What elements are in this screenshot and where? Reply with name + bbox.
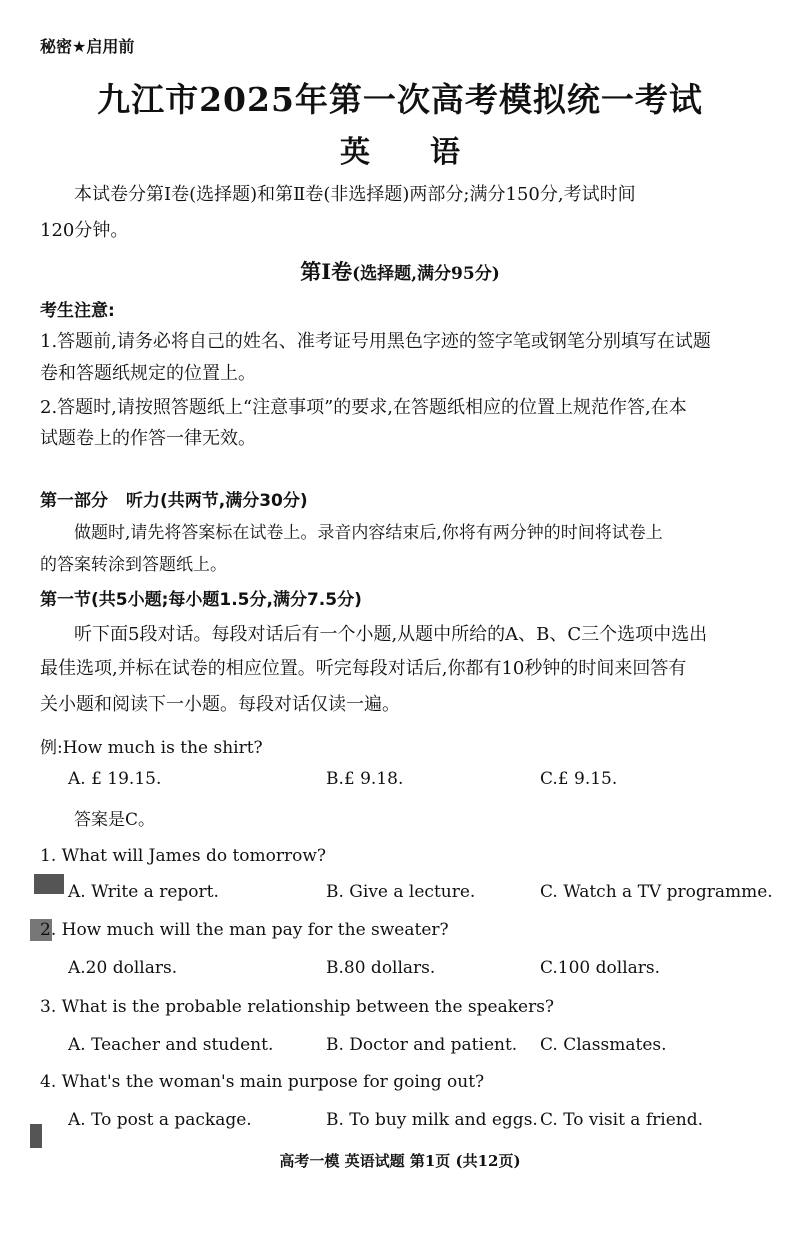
subject-title: 英语 [340, 135, 520, 170]
notice-item-2-line-2: 试题卷上的作答一律无效。 [40, 428, 256, 449]
volume-title: 第Ⅰ卷 [300, 259, 353, 284]
question-3-option-c: C. Classmates. [540, 1035, 667, 1055]
part1-instruction-line-2: 的答案转涂到答题纸上。 [40, 555, 227, 575]
notice-item-1-line-2: 卷和答题纸规定的位置上。 [40, 363, 256, 384]
example-option-a: A. £ 19.15. [68, 769, 162, 789]
question-2: 2. How much will the man pay for the sweater? [40, 920, 449, 940]
part1-heading [40, 486, 308, 511]
question-3-option-a: A. Teacher and student. [68, 1035, 274, 1055]
section1-heading: 第一节(共5小题;每小题1.5分,满分7.5分) [40, 590, 362, 610]
secret-label: 秘密★启用前 [40, 37, 135, 56]
scan-mark [30, 1124, 42, 1148]
intro-line-2: 120分钟。 [40, 220, 129, 241]
question-1-option-b: B. Give a lecture. [326, 882, 476, 902]
part1-subtitle: 听力(共两节,满分30分) [126, 491, 308, 511]
section1-instruction-line-3: 关小题和阅读下一小题。每段对话仅读一遍。 [40, 694, 400, 715]
question-1: 1. What will James do tomorrow? [40, 846, 327, 866]
part1-title: 第一部分 [40, 491, 108, 511]
question-2-option-a: A.20 dollars. [68, 958, 178, 978]
page-footer: 高考一模 英语试题 第1页 (共12页) [279, 1152, 521, 1170]
scan-mark [34, 874, 64, 894]
example-option-b: B.£ 9.18. [326, 769, 404, 789]
question-4-option-c: C. To visit a friend. [540, 1110, 703, 1130]
question-2-option-b: B.80 dollars. [326, 958, 436, 978]
section1-instruction-line-2: 最佳选项,并标在试卷的相应位置。听完每段对话后,你都有10秒钟的时间来回答有 [40, 658, 687, 679]
notice-item-2-line-1: 2.答题时,请按照答题纸上“注意事项”的要求,在答题纸相应的位置上规范作答,在本 [40, 397, 687, 418]
question-3-option-b: B. Doctor and patient. [326, 1035, 518, 1055]
volume-heading [0, 256, 800, 286]
question-1-option-a: A. Write a report. [68, 882, 219, 902]
question-3: 3. What is the probable relationship between the speakers? [40, 997, 555, 1017]
notice-item-1-line-1: 1.答题前,请务必将自己的姓名、准考证号用黑色字迹的签字笔或钢笔分别填写在试题 [40, 331, 711, 352]
example-question: 例:How much is the shirt? [40, 738, 263, 758]
question-2-option-c: C.100 dollars. [540, 958, 661, 978]
example-answer: 答案是C。 [74, 810, 156, 830]
question-4-option-b: B. To buy milk and eggs. [326, 1110, 538, 1130]
example-option-c: C.£ 9.15. [540, 769, 618, 789]
question-1-option-c: C. Watch a TV programme. [540, 882, 773, 902]
part1-instruction-line-1: 做题时,请先将答案标在试卷上。录音内容结束后,你将有两分钟的时间将试卷上 [74, 523, 663, 543]
notice-heading: 考生注意: [40, 301, 115, 321]
exam-title: 九江市2025年第一次高考模拟统一考试 [97, 80, 703, 119]
question-4-option-a: A. To post a package. [68, 1110, 252, 1130]
intro-line-1: 本试卷分第Ⅰ卷(选择题)和第Ⅱ卷(非选择题)两部分;满分150分,考试时间 [74, 184, 636, 205]
section1-instruction-line-1: 听下面5段对话。每段对话后有一个小题,从题中所给的A、B、C三个选项中选出 [74, 624, 708, 645]
volume-note: (选择题,满分95分) [352, 264, 500, 284]
question-4: 4. What's the woman's main purpose for going out? [40, 1072, 485, 1092]
